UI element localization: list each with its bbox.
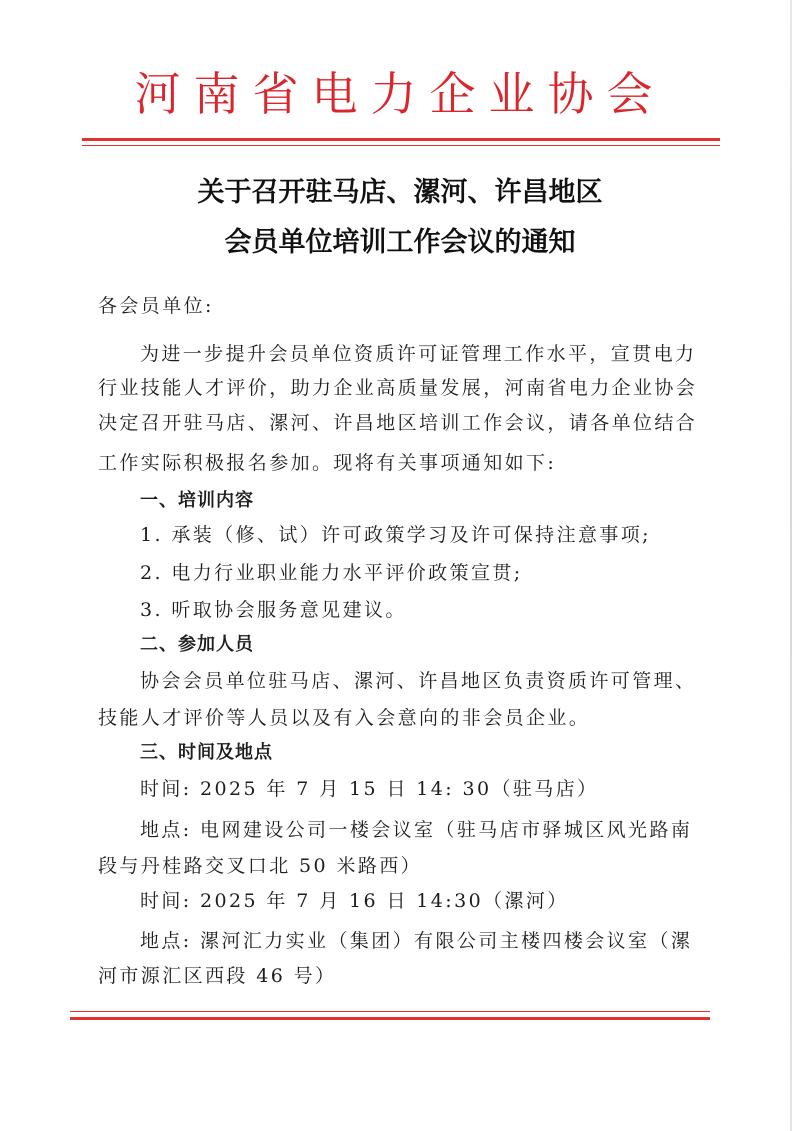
intro-line: 行业技能人才评价，助力企业高质量发展，河南省电力企业协会 (98, 377, 698, 399)
letterhead-rule-thick (82, 138, 720, 141)
meeting-place-zhumadian: 地点: 电网建设公司一楼会议室（驻马店市驿城区风光路南 (140, 819, 693, 841)
meeting-place-zhumadian: 段与丹桂路交叉口北 50 米路西） (98, 855, 423, 877)
letterhead-rule-thin (82, 145, 720, 146)
meeting-time-luohe: 时间: 2025 年 7 月 16 日 14:30（漯河） (140, 890, 569, 912)
training-item: 1. 承装（修、试）许可政策学习及许可保持注意事项; (140, 524, 651, 546)
training-item: 2. 电力行业职业能力水平评价政策宣贯; (140, 562, 523, 584)
salutation: 各会员单位: (98, 295, 214, 317)
meeting-place-luohe: 河市源汇区西段 46 号） (98, 965, 337, 987)
meeting-time-zhumadian: 时间: 2025 年 7 月 15 日 14: 30（驻马店） (140, 778, 599, 800)
section-heading-training: 一、培训内容 (140, 490, 254, 511)
notice-title-line1: 关于召开驻马店、漯河、许昌地区 (197, 177, 603, 208)
intro-line: 工作实际积极报名参加。现将有关事项通知如下: (98, 452, 557, 474)
meeting-place-luohe: 地点: 漯河汇力实业（集团）有限公司主楼四楼会议室（漯 (140, 930, 693, 952)
participants-text: 技能人才评价等人员以及有入会意向的非会员企业。 (98, 707, 591, 729)
intro-line: 为进一步提升会员单位资质许可证管理工作水平，宣贯电力 (140, 343, 697, 365)
training-item: 3. 听取协会服务意见建议。 (140, 599, 407, 621)
footer-rule-thick (70, 1017, 710, 1020)
notice-title-line2: 会员单位培训工作会议的通知 (224, 227, 576, 258)
participants-text: 协会会员单位驻马店、漯河、许昌地区负责资质许可管理、 (140, 670, 697, 692)
footer-rule-thin (70, 1011, 710, 1012)
section-heading-participants: 二、参加人员 (140, 634, 254, 655)
section-heading-time-place: 三、时间及地点 (140, 742, 273, 763)
scan-edge-shadow (790, 0, 792, 1131)
intro-line: 决定召开驻马店、漯河、许昌地区培训工作会议，请各单位结合 (98, 412, 698, 434)
letterhead-org-name: 河南省电力企业协会 (134, 67, 666, 121)
